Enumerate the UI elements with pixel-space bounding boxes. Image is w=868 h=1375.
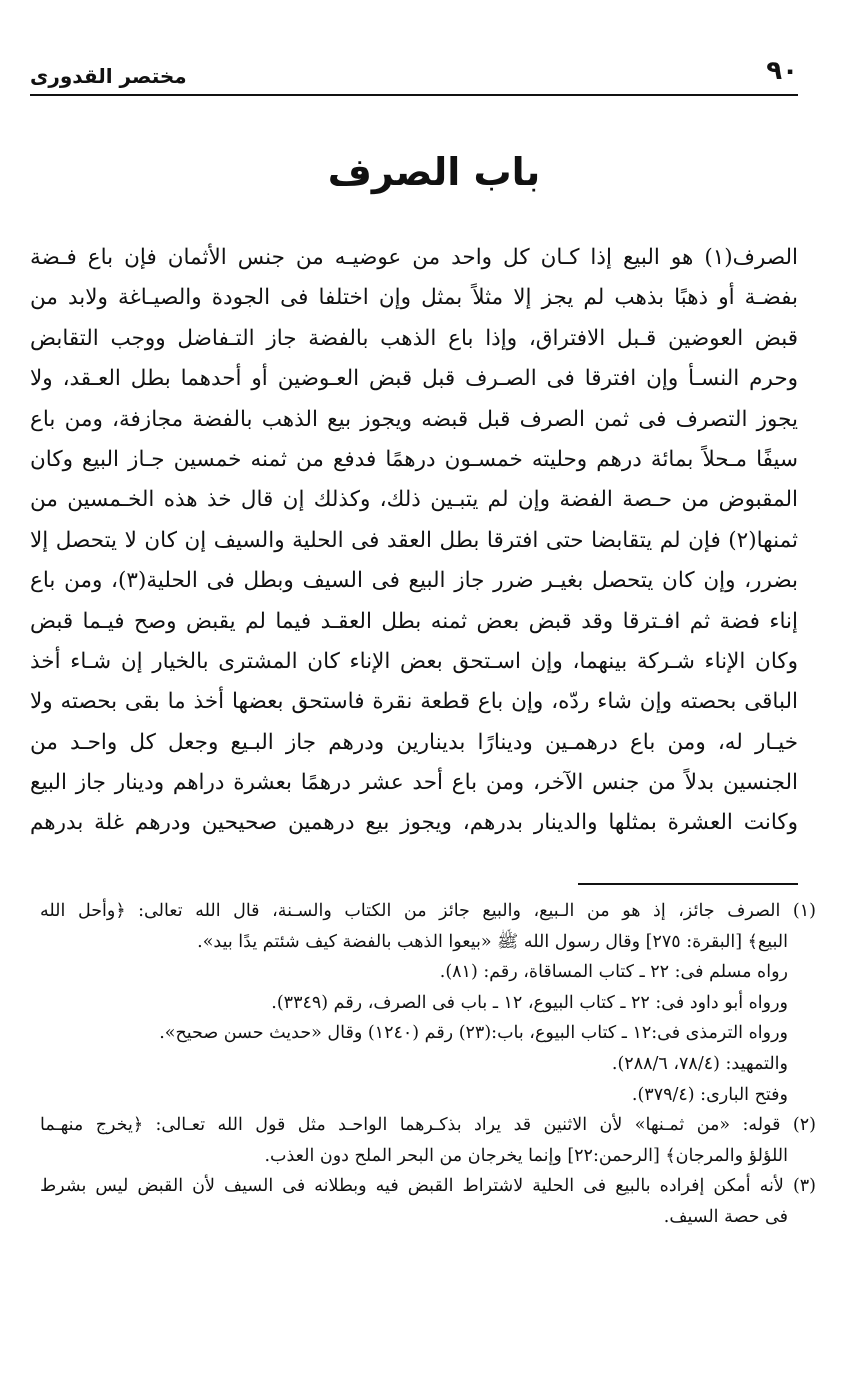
- text-line: خيـار له، ومن باع درهمـين ودينارًا بدينارين ودرهم جاز البـيع وجعل كل واحـد من: [30, 729, 798, 755]
- footnote-line: البيع﴾ [البقرة: ٢٧٥] وقال رسول الله ﷺ «بيعوا الذهب بالفضة كيف شئتم يدًا بيد».: [197, 931, 788, 952]
- footnote-line: (١) الصرف جائز، إذ هو من الـبيع، والبيع جائز من الكتاب والسـنة، قال الله تعالى: ﴿وأحل الله: [40, 901, 816, 921]
- footnote-line: (٢) قوله: «من ثمـنها» لأن الاثنين قد يراد بذكـرهما الواحـد مثل قول الله تعـالى: ﴿يخرج منهـما: [40, 1115, 816, 1136]
- footnotes-section: [40, 896, 816, 1233]
- main-body-text: [30, 238, 798, 844]
- text-line: الباقى بحصته وإن شاء ردّه، وإن باع قطعة نقرة فاستحق بعضها أخذ ما بقى بحصته ولا: [30, 689, 798, 715]
- footnote-separator: [578, 883, 798, 885]
- text-line: يجوز التصرف فى ثمن الصرف قبل قبضه ويجوز بيع الذهب بالفضة مجازفة، ومن باع: [30, 406, 798, 432]
- text-line: وكان الإناء شـركة بينهما، وإن اسـتحق بعض الإناء كان المشترى بالخيار إن شـاء أخذ: [30, 648, 798, 674]
- text-line: وحرم النسـأ وإن افترقا فى الصـرف قبل قبض العـوضين أو أحدهما بطل العـقد، ولا: [30, 366, 798, 392]
- text-line: المقبوض من حـصة الفضة وإن لم يتبـين ذلك، وكذلك إن قال خذ هذه الخـمسين من: [30, 487, 798, 513]
- chapter-title: باب الصرف: [327, 150, 541, 194]
- footnote-line: وفتح البارى: (٣٧٩/٤).: [631, 1084, 788, 1105]
- text-line: بضرر، وإن كان يتحصل بغيـر ضرر جاز البيع فى السيف وبطل فى الحلية(٣)، ومن باع: [30, 568, 798, 594]
- text-line: بفضـة أو ذهبًا بذهب لم يجز إلا مثلاً بمثل وإن اختلفا فى الجودة والصيـاغة ولابد من: [30, 285, 798, 311]
- page-number: ٩٠: [766, 56, 798, 86]
- running-title: مختصر القدورى: [30, 64, 187, 88]
- text-line: ثمنها(٢) فإن لم يتقابضا حتى افترقا بطل العقد فى الحلية والسيف إن كان لا يتحصل إلا: [30, 527, 798, 553]
- text-line: قبض العوضين قـبل الافتراق، وإذا باع الذهب بالفضة جاز التـفاضل ووجب التقابض: [30, 325, 798, 351]
- footnote-line: فى حصة السيف.: [663, 1206, 788, 1227]
- text-line: وكانت العشرة بمثلها والدينار بدرهم، ويجوز بيع درهمين صحيحين ودرهم غلة بدرهم: [30, 810, 798, 836]
- footnote-line: رواه مسلم فى: ٢٢ ـ كتاب المساقاة، رقم: (٨١).: [439, 962, 788, 983]
- page-header: [30, 56, 798, 96]
- text-line: سيفًا مـحلاً بمائة درهم وحليته خمسـون درهمًا فدفع من ثمنه خمسين جـاز البيع وكان: [30, 446, 798, 472]
- footnote-line: اللؤلؤ والمرجان﴾ [الرحمن:٢٢] وإنما يخرجان من البحر الملح دون العذب.: [264, 1145, 788, 1166]
- footnote-line: (٣) لأنه أمكن إفراده بالبيع فى الحلية لاشتراط القبض فيه وبطلانه فى السيف لأن القبض ليس بشرط: [40, 1176, 816, 1197]
- footnote-line: ورواه الترمذى فى:١٢ ـ كتاب البيوع، باب:(٢٣) رقم (١٢٤٠) وقال «حديث حسن صحيح».: [159, 1023, 788, 1044]
- text-line: الصرف(١) هو البيع إذا كـان كل واحد من عوضيـه من جنس الأثمان فإن باع فـضة: [30, 245, 798, 270]
- footnote-line: ورواه أبو داود فى: ٢٢ ـ كتاب البيوع، ١٢ ـ باب فى الصرف، رقم (٣٣٤٩).: [271, 992, 788, 1013]
- footnote-line: والتمهيد: (٧٨/٤، ٢٨٨/٦).: [611, 1053, 788, 1074]
- text-line: الجنسين بدلاً من جنس الآخر، ومن باع أحد عشر درهمًا بعشرة دراهم ودينار جاز البيع: [30, 770, 798, 796]
- text-line: إناء فضة ثم افـترقا وقد قبض بعض ثمنه بطل العقـد فيما لم يقبض وصح فيـما قبض: [30, 608, 798, 634]
